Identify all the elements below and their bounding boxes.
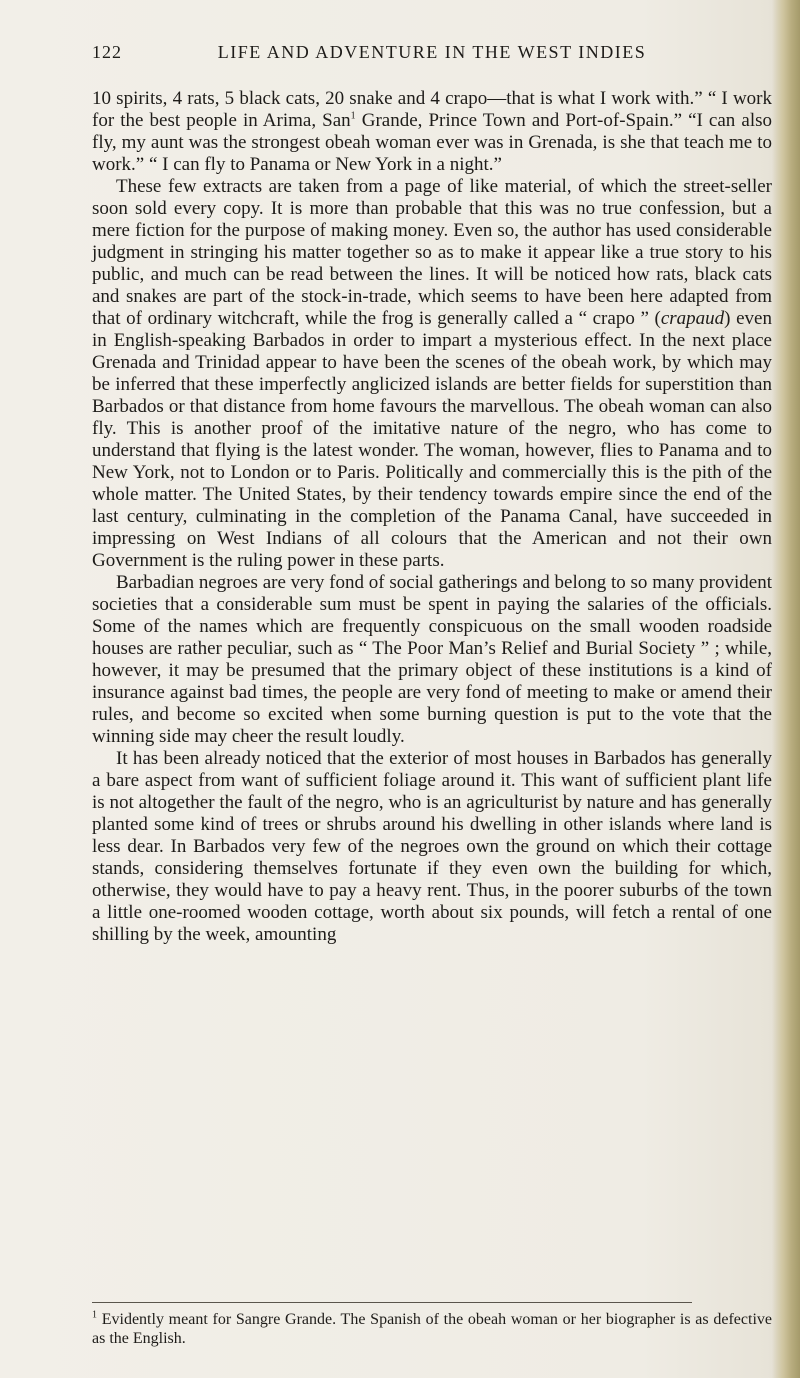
running-title: LIFE AND ADVENTURE IN THE WEST INDIES — [217, 42, 647, 62]
page-number: 122 — [92, 42, 122, 62]
footnote — [92, 1310, 772, 1348]
footnote-rule — [92, 1302, 692, 1303]
paragraph-3 — [92, 572, 772, 748]
footnote-text: Evidently meant for Sangre Grande. The Spanish of the obeah woman or her biographer is as defective as the English. — [92, 1311, 772, 1347]
body-text — [92, 88, 772, 946]
page-edge-shading — [772, 0, 800, 1378]
italic-term: crapaud — [660, 308, 725, 329]
text-segment: ) even in English-speaking Barbados in order to impart a mysterious effect. In the next place Grenada and Trinidad appear to have been the scenes of the obeah work, by which may be inferred that these imperfectly anglicized islands are better fields for superstition than Barbados or that distance from home favours the marvellous. The obeah woman can also fly. This is another proof of the imitative nature of the negro, who has come to understand that flying is the latest wonder. The woman, however, flies to Panama and to New York, not to London or to Paris. Politically and commercially this is the pith of the whole matter. The United States, by their tendency towards empire since the end of the last century, culminating in the completion of the Panama Canal, have succeeded in impressing on West Indians of all colours that the American and not their own Government is the ruling power in these parts. — [92, 308, 772, 571]
footnote-reference: 1 — [350, 110, 356, 122]
text-segment: Barbadian negroes are very fond of social gatherings and belong to so many provident societies that a considerable sum must be spent in paying the salaries of the officials. Some of the names which are frequently conspicuous on the small wooden roadside houses are rather peculiar, such as “ The Poor Man’s Relief and Burial Society ” ; while, however, it may be presumed that the primary object of these institutions is a kind of insurance against bad times, the people are very fond of meeting to make or amend their rules, and become so excited when some burning question is put to the vote that the winning side may cheer the result loudly. — [92, 572, 772, 747]
footnote-marker: 1 — [92, 1309, 97, 1321]
text-segment: 10 spirits, 4 rats, 5 black cats, 20 snake and 4 crapo—that is what I work with.” “ I work for the best people in Arima, San — [92, 88, 772, 131]
text-segment: Grande, Prince Town and Port-of-Spain.” “I can also fly, my aunt was the strongest obeah woman ever was in Grenada, is she that teach me to work.” “ I can fly to Panama or New York in a night.” — [92, 110, 772, 175]
paragraph-4 — [92, 748, 772, 946]
paragraph-2 — [92, 176, 772, 572]
text-segment: These few extracts are taken from a page of like material, of which the street-seller soon sold every copy. It is more than probable that this was no true confession, but a mere fiction for the purpose of making money. Even so, the author has used considerable judgment in stringing his matter together so as to make it appear like a true story to his public, and much can be read between the lines. It will be noticed how rats, black cats and snakes are part of the stock-in-trade, which seems to have been here adapted from that of ordinary witchcraft, while the frog is generally called a “ crapo ” ( — [92, 176, 772, 329]
paragraph-1 — [92, 88, 772, 176]
text-segment: It has been already noticed that the exterior of most houses in Barbados has generally a bare aspect from want of sufficient foliage around it. This want of sufficient plant life is not altogether the fault of the negro, who is an agriculturist by nature and has generally planted some kind of trees or shrubs around his dwelling in other islands where land is less dear. In Barbados very few of the negroes own the ground on which their cottage stands, considering themselves fortunate if they even own the building for which, otherwise, they would have to pay a heavy rent. Thus, in the poorer suburbs of the town a little one-roomed wooden cottage, worth about six pounds, will fetch a rental of one shilling by the week, amounting — [92, 748, 772, 945]
